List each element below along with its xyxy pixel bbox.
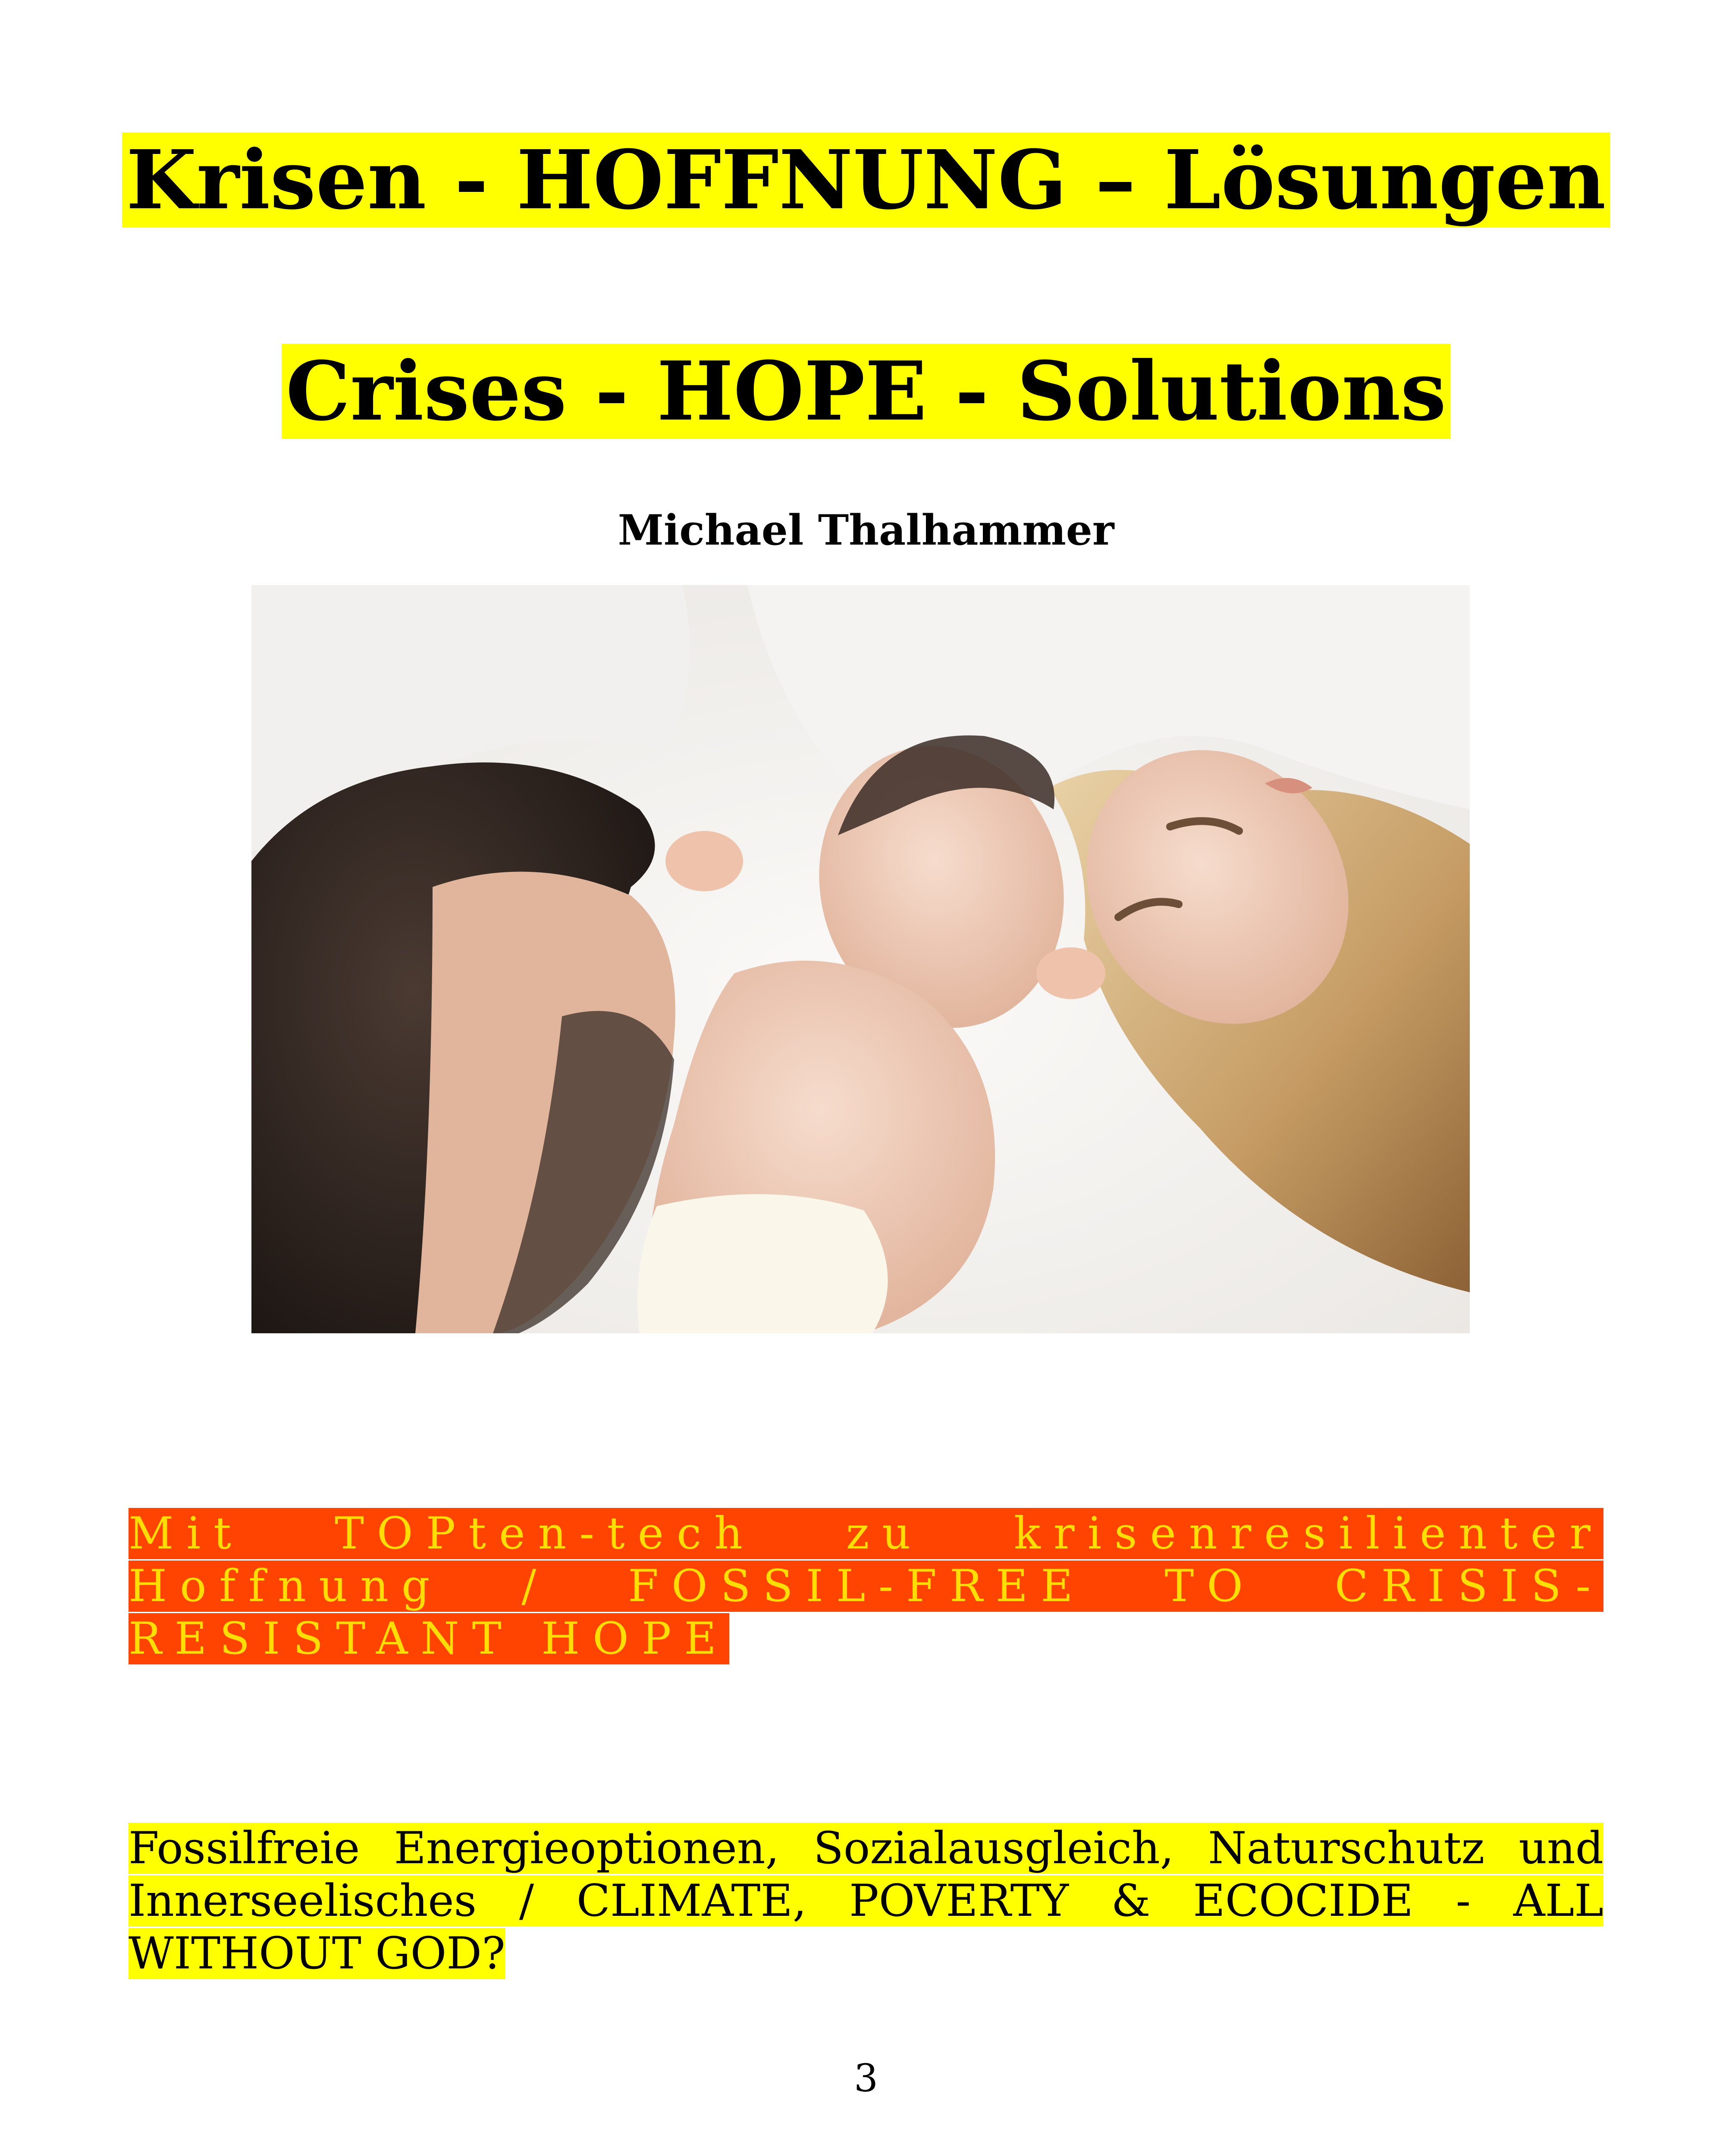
- subtitle-crisis-resistant-hope-text: Mit TOPten-tech zu krisenresilienter Hoffnung / FOSSIL-FREE TO CRISIS-RESISTANT HOPE: [129, 1508, 1603, 1664]
- cover-photo: [251, 585, 1470, 1333]
- subtitle-climate-poverty-ecocide-text: Fossilfreie Energieoptionen, Sozialausgleich, Naturschutz und Innerseelisches / CLIMATE, POVERTY & ECOCIDE - ALL WITHOUT GOD?: [129, 1823, 1603, 1979]
- subtitle-climate-poverty-ecocide: [129, 1822, 1603, 1980]
- page-number: 3: [854, 2056, 878, 2100]
- subtitle-crisis-resistant-hope: [129, 1507, 1603, 1665]
- title-german-text: Krisen - HOFFNUNG – Lösungen: [122, 132, 1610, 228]
- title-english: [0, 338, 1732, 445]
- baby-diaper: [637, 1194, 888, 1333]
- baby-hand: [665, 831, 743, 891]
- baby-hand-right: [1036, 947, 1105, 999]
- title-english-text: Crises - HOPE - Solutions: [282, 344, 1451, 439]
- title-german: [0, 126, 1732, 234]
- author-name: Michael Thalhammer: [618, 506, 1114, 555]
